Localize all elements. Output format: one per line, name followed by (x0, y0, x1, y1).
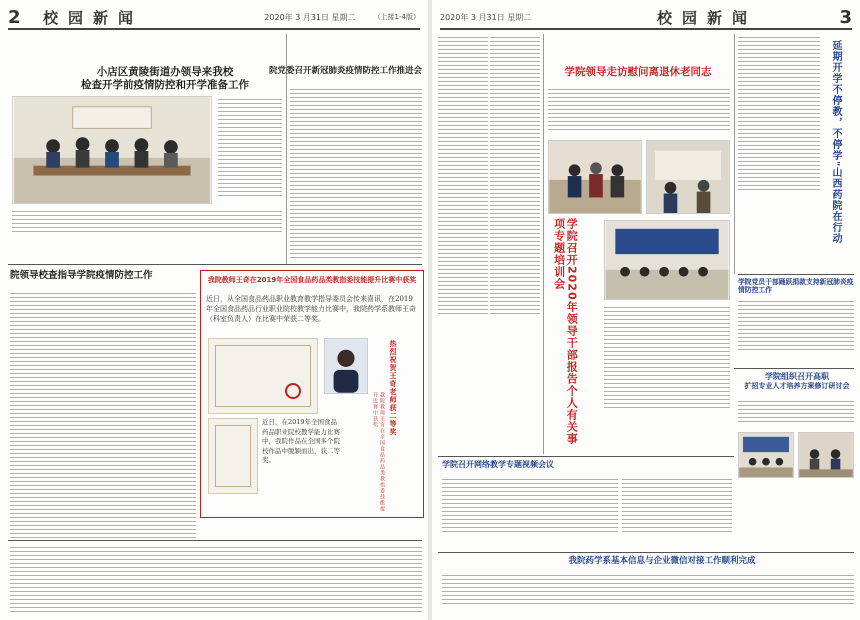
right-page (432, 0, 860, 620)
seminar-photo-icon (739, 433, 793, 477)
article-b5-headline (738, 372, 856, 391)
right-column-rule-2 (734, 34, 735, 274)
article-b5-photo-2 (798, 432, 854, 478)
article-b5-body (738, 398, 854, 428)
article-4-lead-2: 近日，在2019年全国食品药品职业院校教学能力比赛中，我院作品在全国多个院校作品中脱颖而出，获二等奖。 (262, 418, 340, 464)
article-b2-body (604, 304, 730, 454)
right-section-rule-2 (734, 368, 854, 369)
meeting-photo-icon (13, 97, 211, 203)
article-1-body-cont (12, 208, 282, 236)
article-b3-body (738, 34, 820, 270)
left-masthead (8, 6, 420, 30)
article-4-headline: 我院教师王奇在2019年全国食品药品类教指委技能提升比赛中获奖 (207, 276, 417, 284)
article-b7-body (622, 476, 732, 548)
article-b2-vertical-headline: 学院召开2020年领导干部报告个人有关事项专题培训会 (552, 218, 579, 445)
article-b1-body (548, 86, 730, 138)
article-b2-photo (604, 220, 730, 300)
right-date: 2020年 3 月31日 星期二 (440, 12, 532, 22)
article-2-headline-text: 院党委召开新冠肺炎疫情防控工作推进会 (268, 66, 422, 76)
certificate-border-2 (215, 425, 251, 487)
official-seal-icon (285, 383, 301, 399)
article-4-lead: 近日，从全国食品药品职业教育教学指导委员会传来喜讯，在2019年全国食品药品行业职业院校教学能力比赛中，我院药学系教师王奇（科室负责人）在比赛中荣获二等奖。 (206, 295, 416, 323)
article-b5-headline-line2: 扩招专业人才培养方案修订研讨会 (744, 382, 850, 390)
article-4-side-caption-2: 我院教师王奇在全国食品药品类教指委技能提升比赛中获奖 (372, 392, 385, 512)
left-edition-tag: （上接1-4版） (373, 13, 420, 21)
article-1-body (218, 96, 282, 204)
article-b6-body (442, 476, 618, 548)
training-photo-icon (605, 221, 729, 299)
right-masthead (440, 6, 852, 30)
left-paper-name: 校园新闻 (42, 8, 143, 27)
left-section-rule-1 (8, 264, 422, 265)
left-date: 2020年 3 月31日 星期二 (264, 12, 356, 22)
right-section-rule-3 (438, 456, 734, 457)
article-b4-body (738, 298, 854, 364)
visit-photo-2-icon (647, 141, 729, 213)
article-b1-headline: 学院领导走访慰问离退休老同志 (564, 66, 712, 78)
article-b1-photo-2 (646, 140, 730, 214)
visit-photo-icon (549, 141, 641, 213)
article-3-body (10, 290, 196, 540)
article-1-headline-line2: 检查开学前疫情防控和开学准备工作 (81, 79, 249, 92)
left-page-number: 2 (8, 6, 21, 28)
certificate-image-1 (208, 338, 318, 414)
right-section-rule-1 (738, 274, 854, 275)
article-b3-vertical-headline: 延期开学不停教，不停学"山西药院在行动 (830, 40, 841, 245)
right-column-rule-1 (543, 34, 544, 454)
article-b8-body (442, 572, 854, 614)
right-page-number: 3 (839, 6, 852, 28)
article-b8-headline: 我院药学系基本信息与企业微信对接工作顺利完成 (568, 556, 756, 566)
left-page (0, 0, 428, 620)
seminar-photo-2-icon (799, 433, 853, 477)
article-b4-headline: 学院党员干部踊跃捐款支持新冠肺炎疫情防控工作 (738, 278, 854, 295)
article-1-headline-line1: 小店区黄陵街道办领导来我校 (96, 66, 234, 78)
right-continued-column (438, 34, 488, 454)
article-b5-photo-1 (738, 432, 794, 478)
article-4-side-caption: 热烈祝贺王奇老师获二等奖 (389, 340, 397, 436)
right-section-rule-4 (438, 552, 854, 553)
article-b5-headline-line1: 学院组织召开高职 (765, 372, 829, 381)
article-2-body (290, 86, 422, 262)
right-continued-column-2 (490, 34, 540, 454)
article-3-headline: 院领导校查指导学院疫情防控工作 (10, 270, 153, 281)
article-2-headline-visible (232, 66, 422, 77)
right-paper-name: 校园新闻 (656, 8, 757, 27)
article-b6-headline: 学院召开网络教学专题视频会议 (442, 460, 554, 469)
certificate-image-2 (208, 418, 258, 494)
left-bottom-body (10, 544, 422, 614)
article-b1-photo (548, 140, 642, 214)
article-1-photo (12, 96, 212, 204)
portrait-icon (325, 339, 367, 393)
left-section-rule-2 (8, 540, 422, 541)
teacher-portrait (324, 338, 368, 394)
